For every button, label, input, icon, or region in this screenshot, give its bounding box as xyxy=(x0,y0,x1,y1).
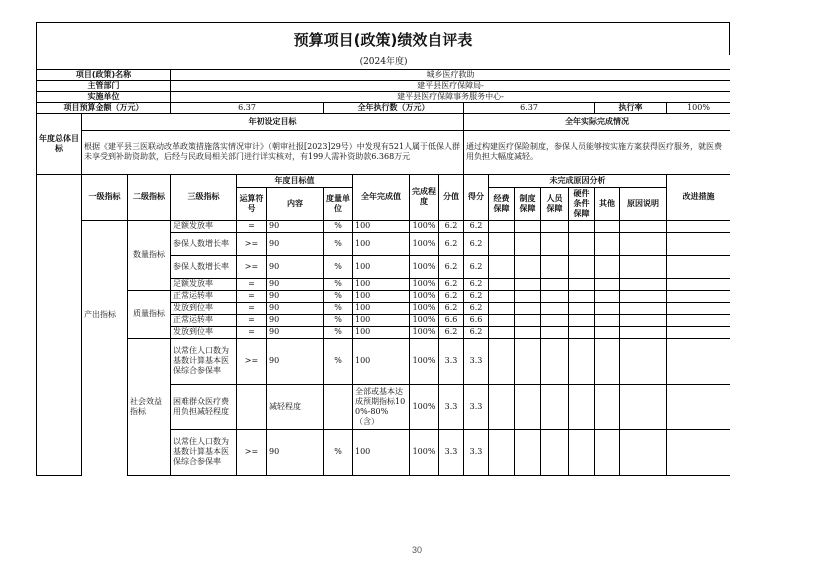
initial-goal-text: 根据《建平县三医联动改革政策措施落实情况审计》（朝审社报[2023]29号）中发现有521人属于低保人群未享受到补助资助款，后经与民政局相关部门进行详实核对，有199人需补资助款6.368万元 xyxy=(82,130,464,174)
indicator-score: 6.2 xyxy=(439,278,464,290)
group-quantity: 数量指标 xyxy=(128,220,171,290)
indicator-actual: 100 xyxy=(353,232,410,255)
indicator-value: 90 xyxy=(267,326,324,338)
indicator-unit: % xyxy=(324,338,353,384)
indicator-operator: >= xyxy=(237,255,267,278)
indicator-name: 以常住人口数为基数计算基本医保综合参保率 xyxy=(171,338,237,384)
header-reason: 原因说明 xyxy=(620,187,667,220)
page-number: 30 xyxy=(411,545,422,555)
indicator-operator: = xyxy=(237,302,267,314)
header-operator: 运算符号 xyxy=(237,187,267,220)
initial-goal-header: 年初设定目标 xyxy=(82,113,464,130)
indicator-actual: 100 xyxy=(353,290,410,302)
indicator-value: 90 xyxy=(267,255,324,278)
indicator-score: 6.2 xyxy=(439,290,464,302)
indicator-name: 发放到位率 xyxy=(171,326,237,338)
indicator-score: 6.2 xyxy=(439,220,464,232)
header-target-group: 年度目标值 xyxy=(237,174,353,187)
indicator-name: 参保人数增长率 xyxy=(171,255,237,278)
indicator-score: 6.2 xyxy=(439,326,464,338)
indicator-operator: >= xyxy=(237,429,267,475)
group-quality: 质量指标 xyxy=(128,290,171,338)
group-social: 社会效益指标 xyxy=(128,338,171,475)
header-fund: 经费保障 xyxy=(489,187,515,220)
unit-value: 建平县医疗保障事务服务中心- xyxy=(171,91,731,102)
indicator-operator xyxy=(237,384,267,429)
indicator-got: 6.2 xyxy=(464,302,489,314)
blank-left-column xyxy=(37,174,82,475)
indicator-got: 6.2 xyxy=(464,232,489,255)
header-hardware: 硬件条件保障 xyxy=(569,187,595,220)
indicator-score: 3.3 xyxy=(439,338,464,384)
header-other: 其他 xyxy=(595,187,620,220)
indicator-actual: 100 xyxy=(353,220,410,232)
indicator-operator: = xyxy=(237,278,267,290)
indicator-got: 6.2 xyxy=(464,278,489,290)
indicator-value: 90 xyxy=(267,290,324,302)
dept-value: 建平县医疗保障局- xyxy=(171,80,731,91)
indicator-value: 90 xyxy=(267,314,324,326)
indicator-unit: % xyxy=(324,302,353,314)
indicator-actual: 全部或基本达成预期指标100%-80%（含） xyxy=(353,384,410,429)
indicator-completion: 100% xyxy=(410,278,439,290)
header-measures: 改进措施 xyxy=(667,174,731,220)
evaluation-form xyxy=(36,22,730,496)
indicator-value: 90 xyxy=(267,429,324,475)
indicator-actual: 100 xyxy=(353,314,410,326)
indicator-score: 6.2 xyxy=(439,232,464,255)
indicator-operator: >= xyxy=(237,338,267,384)
indicator-name: 足额发放率 xyxy=(171,278,237,290)
indicator-completion: 100% xyxy=(410,326,439,338)
year-label: (2024年度) xyxy=(37,55,731,69)
indicator-completion: 100% xyxy=(410,255,439,278)
rate-value: 100% xyxy=(667,102,731,113)
budget-value: 6.37 xyxy=(171,102,324,113)
blank-level1-top xyxy=(82,220,128,475)
header-system: 制度保障 xyxy=(515,187,541,220)
actual-completion-header: 全年实际完成情况 xyxy=(464,113,731,130)
indicator-operator: >= xyxy=(237,232,267,255)
actual-completion-text: 通过构建医疗保险制度，参保人员能够按实施方案获得医疗服务，就医费用负担大幅度减轻。 xyxy=(464,130,731,174)
evaluation-table xyxy=(36,55,730,476)
indicator-operator: = xyxy=(237,314,267,326)
indicator-name: 以常住人口数为基数计算基本医保综合参保率 xyxy=(171,429,237,475)
indicator-score: 6.6 xyxy=(439,314,464,326)
header-unit: 度量单位 xyxy=(324,187,353,220)
header-unfinished-group: 未完成原因分析 xyxy=(489,174,667,187)
indicator-unit: % xyxy=(324,278,353,290)
indicator-unit: % xyxy=(324,314,353,326)
indicator-actual: 100 xyxy=(353,326,410,338)
indicator-actual: 100 xyxy=(353,338,410,384)
dept-label: 主管部门 xyxy=(37,80,171,91)
header-actual: 全年完成值 xyxy=(353,174,410,220)
indicator-value: 90 xyxy=(267,232,324,255)
indicator-completion: 100% xyxy=(410,302,439,314)
indicator-got: 3.3 xyxy=(464,384,489,429)
indicator-got: 6.6 xyxy=(464,314,489,326)
indicator-got: 6.2 xyxy=(464,326,489,338)
indicator-got: 6.2 xyxy=(464,290,489,302)
indicator-unit: % xyxy=(324,232,353,255)
indicator-unit: % xyxy=(324,220,353,232)
indicator-unit: % xyxy=(324,255,353,278)
indicator-name: 发放到位率 xyxy=(171,302,237,314)
indicator-got: 6.2 xyxy=(464,220,489,232)
form-title: 预算项目(政策)绩效自评表 xyxy=(36,22,730,55)
header-staff: 人员保障 xyxy=(541,187,569,220)
indicator-score: 6.2 xyxy=(439,302,464,314)
indicator-completion: 100% xyxy=(410,314,439,326)
project-name-value: 城乡医疗救助 xyxy=(171,69,731,80)
indicator-got: 3.3 xyxy=(464,429,489,475)
indicator-score: 3.3 xyxy=(439,384,464,429)
indicator-got: 6.2 xyxy=(464,255,489,278)
indicator-actual: 100 xyxy=(353,429,410,475)
header-score: 分值 xyxy=(439,174,464,220)
group-output-label: 产出指标 xyxy=(84,310,116,319)
indicator-operator: = xyxy=(237,220,267,232)
indicator-completion: 100% xyxy=(410,232,439,255)
indicator-unit: % xyxy=(324,326,353,338)
indicator-operator: = xyxy=(237,290,267,302)
indicator-value: 90 xyxy=(267,338,324,384)
header-got: 得分 xyxy=(464,174,489,220)
header-level1: 一级指标 xyxy=(82,174,128,220)
indicator-completion: 100% xyxy=(410,220,439,232)
indicator-completion: 100% xyxy=(410,429,439,475)
indicator-value: 90 xyxy=(267,220,324,232)
indicator-completion: 100% xyxy=(410,338,439,384)
indicator-got: 3.3 xyxy=(464,338,489,384)
indicator-operator: = xyxy=(237,326,267,338)
indicator-completion: 100% xyxy=(410,290,439,302)
indicator-unit xyxy=(324,384,353,429)
header-content: 内容 xyxy=(267,187,324,220)
indicator-name: 困难群众医疗费用负担减轻程度 xyxy=(171,384,237,429)
indicator-value: 90 xyxy=(267,302,324,314)
header-level3: 三级指标 xyxy=(171,174,237,220)
exec-value: 6.37 xyxy=(464,102,595,113)
rate-label: 执行率 xyxy=(595,102,667,113)
indicator-value: 减轻程度 xyxy=(267,384,324,429)
budget-label: 项目预算金额（万元） xyxy=(37,102,171,113)
unit-label: 实施单位 xyxy=(37,91,171,102)
indicator-completion: 100% xyxy=(410,384,439,429)
indicator-actual: 100 xyxy=(353,302,410,314)
indicator-unit: % xyxy=(324,429,353,475)
exec-label: 全年执行数（万元） xyxy=(324,102,464,113)
indicator-value: 90 xyxy=(267,278,324,290)
indicator-score: 3.3 xyxy=(439,429,464,475)
indicator-score: 6.2 xyxy=(439,255,464,278)
annual-goal-label: 年度总体目标 xyxy=(37,113,82,174)
indicator-name: 足额发放率 xyxy=(171,220,237,232)
header-level2: 二级指标 xyxy=(128,174,171,220)
indicator-name: 正常运转率 xyxy=(171,290,237,302)
indicator-name: 参保人数增长率 xyxy=(171,232,237,255)
indicator-actual: 100 xyxy=(353,255,410,278)
header-completion: 完成程度 xyxy=(410,174,439,220)
indicator-unit: % xyxy=(324,290,353,302)
indicator-actual: 100 xyxy=(353,278,410,290)
indicator-name: 正常运转率 xyxy=(171,314,237,326)
project-name-label: 项目(政策)名称 xyxy=(37,69,171,80)
